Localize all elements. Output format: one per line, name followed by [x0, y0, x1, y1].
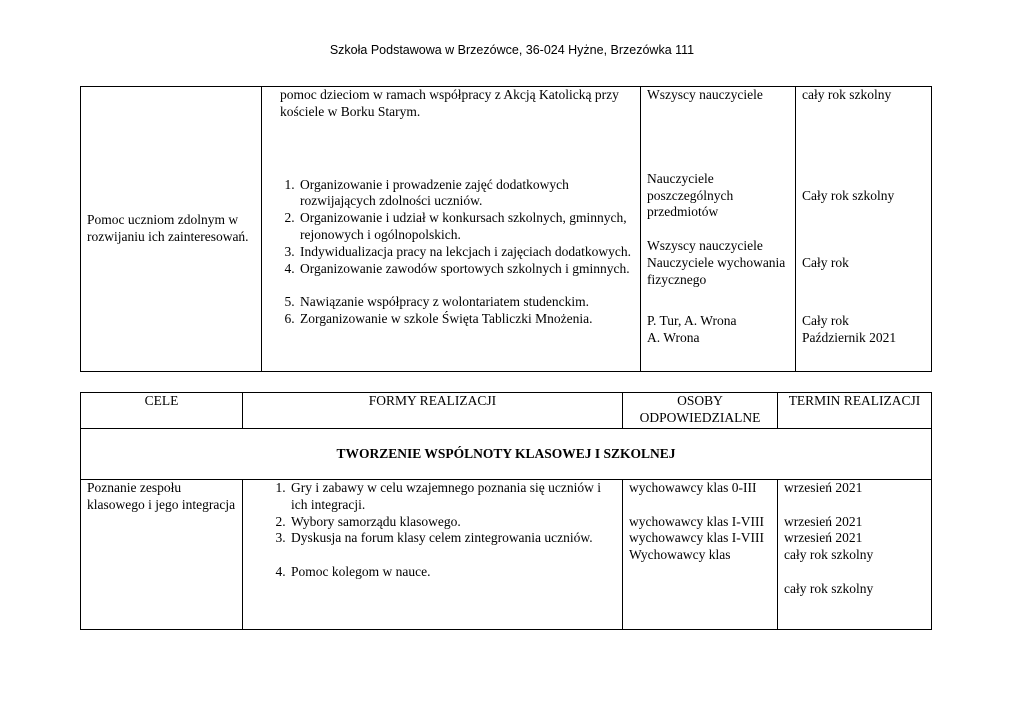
- deadline-text: cały rok szkolny: [802, 87, 892, 102]
- responsible-text: A. Wrona: [647, 330, 700, 346]
- deadline-cell: [796, 87, 932, 372]
- deadline-cell: [778, 480, 932, 630]
- header-deadline: TERMIN REALIZACJI: [778, 393, 932, 429]
- list-item: 1. Organizowanie i prowadzenie zajęć dodatkowych rozwijających zdolności uczniów.: [298, 177, 634, 211]
- list-item: 4. Organizowanie zawodów sportowych szkolnych i gminnych.: [298, 261, 634, 278]
- table-row: [81, 87, 932, 372]
- forms-list: [268, 177, 634, 278]
- deadline-text: Cały rok: [802, 254, 849, 270]
- responsible-text: wychowawcy klas I-VIII: [629, 513, 764, 529]
- list-item: 3. Dyskusja na forum klasy celem zintegrowania uczniów.: [289, 530, 616, 547]
- list-item: 2. Organizowanie i udział w konkursach szkolnych, gminnych, rejonowych i ogólnopolskich.: [298, 210, 634, 244]
- list-item: 2. Wybory samorządu klasowego.: [289, 514, 616, 531]
- goal-text: Pomoc uczniom zdolnym w rozwijaniu ich zainteresowań.: [87, 212, 249, 244]
- deadline-text: wrzesień 2021: [784, 480, 863, 495]
- goal-text: Poznanie zespołu klasowego i jego integracja: [87, 480, 236, 512]
- section-row: [81, 429, 932, 480]
- list-item: 3. Indywidualizacja pracy na lekcjach i zajęciach dodatkowych.: [298, 244, 634, 261]
- page-header: Szkoła Podstawowa w Brzezówce, 36-024 Hyżne, Brzezówka 111: [329, 43, 695, 57]
- intro-text: pomoc dzieciom w ramach współpracy z Akcją Katolicką przy kościele w Borku Starym.: [280, 87, 619, 119]
- deadline-text: Cały rok szkolny: [802, 187, 895, 203]
- header-goals: CELE: [81, 393, 243, 429]
- header-responsible: OSOBY ODPOWIEDZIALNE: [623, 393, 778, 429]
- responsible-text: Wszyscy nauczyciele: [647, 237, 763, 253]
- responsible-text: Nauczyciele wychowania fizycznego: [647, 254, 786, 287]
- list-item: 6. Zorganizowanie w szkole Święta Tabliczki Mnożenia.: [298, 311, 634, 328]
- table-row: [81, 480, 932, 630]
- deadline-text: Październik 2021: [802, 330, 897, 346]
- deadline-text: wrzesień 2021: [784, 530, 863, 546]
- responsible-text: wychowawcy klas I-VIII: [629, 530, 764, 546]
- responsible-text: Wychowawcy klas: [629, 547, 731, 563]
- goal-cell: [81, 480, 243, 630]
- forms-cell: [243, 480, 623, 630]
- deadline-text: wrzesień 2021: [784, 513, 863, 529]
- header-forms: FORMY REALIZACJI: [243, 393, 623, 429]
- forms-list: [249, 480, 616, 581]
- list-item: 4. Pomoc kolegom w nauce.: [289, 564, 616, 581]
- responsible-cell: [623, 480, 778, 630]
- list-item: 5. Nawiązanie współpracy z wolontariatem studenckim.: [298, 294, 634, 311]
- responsible-text: P. Tur, A. Wrona: [647, 313, 737, 329]
- forms-list-2: [268, 294, 634, 328]
- goal-cell: [81, 87, 262, 372]
- responsible-cell: [641, 87, 796, 372]
- forms-cell: [262, 87, 641, 372]
- responsible-text: wychowawcy klas 0-III: [629, 480, 757, 495]
- responsible-text: Nauczyciele poszczególnych przedmiotów: [647, 170, 734, 220]
- deadline-text: cały rok szkolny: [784, 580, 874, 596]
- list-item: 1. Gry i zabawy w celu wzajemnego poznania się uczniów i ich integracji.: [289, 480, 616, 514]
- deadline-text: cały rok szkolny: [784, 547, 874, 563]
- table-header-row: [81, 393, 932, 429]
- table-activities-1: [80, 86, 932, 372]
- responsible-text: Wszyscy nauczyciele: [647, 87, 763, 102]
- section-title: TWORZENIE WSPÓLNOTY KLASOWEJ I SZKOLNEJ: [81, 429, 932, 480]
- deadline-text: Cały rok: [802, 313, 849, 329]
- table-activities-2: [80, 392, 932, 630]
